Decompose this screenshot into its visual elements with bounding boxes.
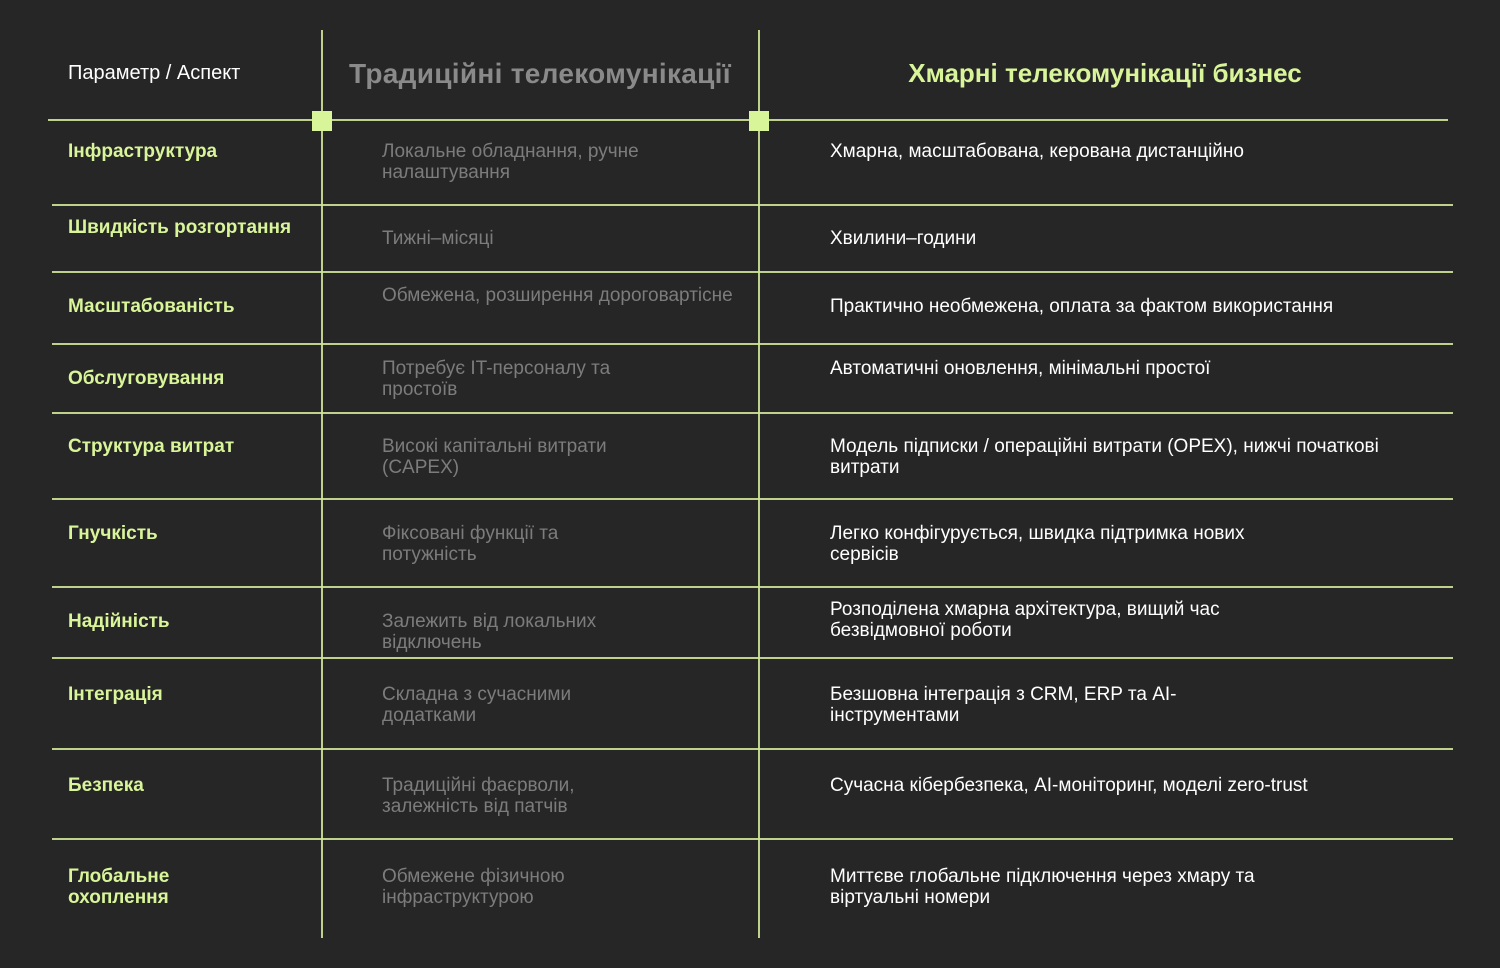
header-parameter: Параметр / Аспект <box>68 61 241 84</box>
row-divider <box>52 657 1453 659</box>
row-cloud: Автоматичні оновлення, мінімальні простої <box>830 358 1211 379</box>
row-cloud: Модель підписки / операційні витрати (OPEX), нижчі початкові витрати <box>830 436 1379 478</box>
row-divider <box>52 498 1453 500</box>
row-traditional: Тижні–місяці <box>382 228 494 249</box>
row-parameter: Глобальне охоплення <box>68 866 170 908</box>
header-divider <box>48 119 1448 121</box>
row-traditional: Складна з сучасними додатками <box>382 684 572 726</box>
header-traditional: Традиційні телекомунікації <box>349 57 731 89</box>
row-cloud: Легко конфігурується, швидка підтримка нових сервісів <box>830 523 1245 565</box>
square-marker-icon <box>312 111 332 131</box>
row-parameter: Надійність <box>68 611 170 632</box>
row-parameter: Інтеграція <box>68 684 163 705</box>
row-cloud: Хмарна, масштабована, керована дистанційно <box>830 141 1244 162</box>
row-cloud: Сучасна кібербезпека, AI-моніторинг, моделі zero-trust <box>830 775 1308 796</box>
row-traditional: Високі капітальні витрати (CAPEX) <box>382 436 607 478</box>
row-parameter: Швидкість розгортання <box>68 217 292 238</box>
row-divider <box>52 412 1453 414</box>
row-traditional: Локальне обладнання, ручне налаштування <box>382 141 639 183</box>
row-divider <box>52 343 1453 345</box>
row-parameter: Інфраструктура <box>68 141 218 162</box>
row-cloud: Практично необмежена, оплата за фактом використання <box>830 296 1334 317</box>
row-cloud: Безшовна інтеграція з CRM, ERP та AI-інструментами <box>830 684 1177 726</box>
row-traditional: Традиційні фаєрволи, залежність від патчів <box>382 775 575 817</box>
row-divider <box>52 748 1453 750</box>
square-marker-icon <box>749 111 769 131</box>
row-traditional: Потребує IT-персоналу та простоїв <box>382 358 611 400</box>
row-traditional: Обмежене фізичною інфраструктурою <box>382 866 565 908</box>
row-parameter: Обслуговування <box>68 368 225 389</box>
row-parameter: Структура витрат <box>68 436 235 457</box>
row-traditional: Залежить від локальних відключень <box>382 611 597 653</box>
row-parameter: Безпека <box>68 775 144 796</box>
row-parameter: Гнучкість <box>68 523 158 544</box>
column-divider-1 <box>321 30 323 938</box>
row-divider <box>52 271 1453 273</box>
row-cloud: Миттєве глобальне підключення через хмару та віртуальні номери <box>830 866 1255 908</box>
column-divider-2 <box>758 30 760 938</box>
row-traditional: Обмежена, розширення дороговартісне <box>382 285 733 306</box>
header-cloud: Хмарні телекомунікації бизнес <box>908 57 1302 88</box>
row-cloud: Розподілена хмарна архітектура, вищий час безвідмовної роботи <box>830 599 1220 641</box>
row-traditional: Фіксовані функції та потужність <box>382 523 559 565</box>
row-parameter: Масштабованість <box>68 296 235 317</box>
row-divider <box>52 838 1453 840</box>
row-divider <box>52 586 1453 588</box>
row-divider <box>52 204 1453 206</box>
row-cloud: Хвилини–години <box>830 228 977 249</box>
